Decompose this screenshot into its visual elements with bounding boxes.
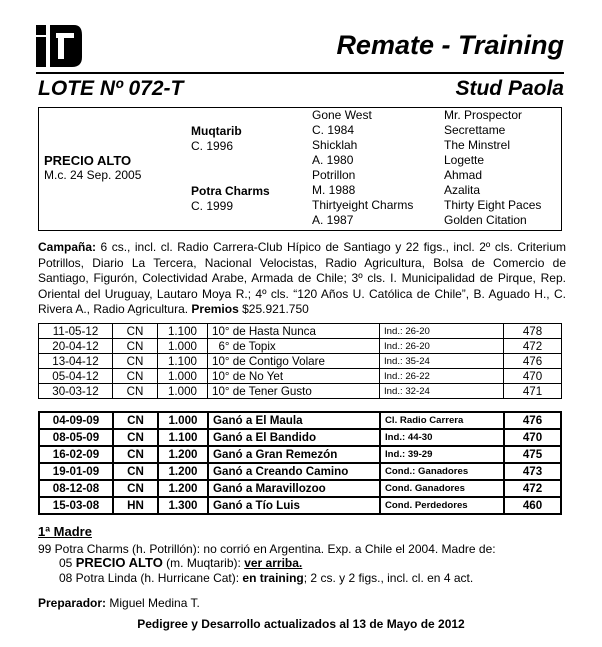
race-date: 13-04-12 (39, 354, 113, 369)
stud-book-logo (34, 21, 84, 71)
race-condition: Ind.: 26-20 (380, 339, 504, 354)
win-distance: 1.100 (158, 429, 208, 446)
win-result: Ganó a El Maula (208, 412, 380, 429)
race-weight: 476 (504, 354, 562, 369)
produce-record: ; 2 cs. y 2 figs., incl. cl. en 4 act. (303, 571, 474, 585)
table-row (39, 354, 562, 369)
race-weight: 478 (504, 324, 562, 339)
win-date: 08-12-08 (39, 480, 113, 497)
race-distance: 1.000 (158, 369, 208, 384)
win-track: CN (113, 429, 158, 446)
table-row (39, 480, 561, 497)
pedigree-gen3-entry: Gone West (312, 108, 372, 122)
race-track: CN (113, 384, 158, 399)
pedigree-gen3-entry: Potrillon (312, 168, 356, 182)
win-condition: Ind.: 44-30 (380, 429, 504, 446)
win-condition: Cond. Perdedores (380, 497, 504, 514)
win-condition: Cond.: Ganadores (380, 463, 504, 480)
table-row (39, 339, 562, 354)
dam-info: C. 1999 (191, 199, 234, 213)
race-result: 10° de Hasta Nunca (208, 324, 380, 339)
win-track: CN (113, 480, 158, 497)
table-row (39, 369, 562, 384)
win-track: CN (113, 412, 158, 429)
produce-status: en training (242, 571, 304, 585)
sire-name: Muqtarib (191, 124, 242, 138)
win-date: 19-01-09 (39, 463, 113, 480)
wins-table (38, 411, 562, 515)
race-weight: 471 (504, 384, 562, 399)
campaign-text: 6 cs., incl. cl. Radio Carrera-Club Hípico de Santiago y 22 figs., incl. 2º cls. Criterium Potrillos, Diario La Tercera, Nacional Velocistas, Radio Agricultura, Bolsa de Comercio de Santiago, Figurón, Colectividad Arabe, Armada de Chile; 3º cls. I. Municipalidad de Pirque, Rep. Oriental del Uruguay, Lautaro Moya R.; 4º cls. “120 Años U. Católica de Chile”, B. Aguado H., C. Rivera A., Radio Agricultura. (38, 240, 566, 317)
win-condition: Cl. Radio Carrera (380, 412, 504, 429)
win-condition: Cond. Ganadores (380, 480, 504, 497)
table-row (39, 384, 562, 399)
race-condition: Ind.: 26-22 (380, 369, 504, 384)
win-track: CN (113, 446, 158, 463)
race-weight: 470 (504, 369, 562, 384)
race-result: 10° de Contigo Volare (208, 354, 380, 369)
race-weight: 472 (504, 339, 562, 354)
race-track: CN (113, 354, 158, 369)
race-track: CN (113, 339, 158, 354)
pedigree-gen4-entry: Thirty Eight Paces (444, 198, 542, 212)
race-date: 11-05-12 (39, 324, 113, 339)
table-row (39, 463, 561, 480)
win-date: 16-02-09 (39, 446, 113, 463)
recent-races-table (38, 323, 562, 399)
pedigree-gen3-entry: Shicklah (312, 138, 358, 152)
pedigree-gen3-entry: C. 1984 (312, 123, 355, 137)
win-track: CN (113, 463, 158, 480)
prizes-value: $25.921.750 (238, 302, 309, 317)
win-date: 15-03-08 (39, 497, 113, 514)
win-distance: 1.200 (158, 446, 208, 463)
win-result: Ganó a Creando Camino (208, 463, 380, 480)
horse-name: PRECIO ALTO (44, 153, 132, 168)
win-weight: 470 (504, 429, 561, 446)
win-weight: 473 (504, 463, 561, 480)
pedigree-gen4-entry: Azalita (444, 183, 481, 197)
win-result: Ganó a Gran Remezón (208, 446, 380, 463)
win-result: Ganó a El Bandido (208, 429, 380, 446)
race-condition: Ind.: 26-20 (380, 324, 504, 339)
pedigree-gen4-entry: Golden Citation (444, 213, 527, 227)
race-distance: 1.000 (158, 339, 208, 354)
first-dam-line: 99 Potra Charms (h. Potrillón): no corrió en Argentina. Exp. a Chile el 2004. Madre de: (38, 542, 496, 556)
race-date: 30-03-12 (39, 384, 113, 399)
win-condition: Ind.: 39-29 (380, 446, 504, 463)
win-distance: 1.200 (158, 480, 208, 497)
pedigree-gen4-entry: Logette (444, 153, 485, 167)
race-date: 05-04-12 (39, 369, 113, 384)
produce-text: 08 Potra Linda (h. Hurricane Cat): (59, 571, 243, 585)
table-row (39, 324, 562, 339)
pedigree-gen4-entry: Mr. Prospector (444, 108, 523, 122)
race-result: 6° de Topix (208, 339, 380, 354)
pedigree-gen4-entry: The Minstrel (444, 138, 511, 152)
sire-info: C. 1996 (191, 139, 234, 153)
race-date: 20-04-12 (39, 339, 113, 354)
win-distance: 1.300 (158, 497, 208, 514)
produce-sire: (m. Muqtarib): (162, 556, 245, 570)
lot-number: LOTE Nº 072-T (38, 77, 184, 100)
header-rule (36, 72, 564, 74)
pedigree-gen3-entry: A. 1987 (312, 213, 354, 227)
stud-name: Stud Paola (455, 77, 564, 100)
win-track: HN (113, 497, 158, 514)
table-row (39, 429, 561, 446)
update-footer: Pedigree y Desarrollo actualizados al 13 de Mayo de 2012 (137, 617, 465, 631)
produce-precio-alto (59, 556, 302, 570)
campaign-label: Campaña: (38, 240, 97, 254)
produce-potra-linda (59, 571, 473, 585)
trainer-line (38, 596, 200, 610)
win-weight: 476 (504, 412, 561, 429)
horse-birth: M.c. 24 Sep. 2005 (44, 168, 142, 182)
pedigree-gen4-entry: Ahmad (444, 168, 483, 182)
race-result: 10° de No Yet (208, 369, 380, 384)
race-distance: 1.000 (158, 384, 208, 399)
race-result: 10° de Tener Gusto (208, 384, 380, 399)
win-distance: 1.200 (158, 463, 208, 480)
prizes-label: Premios (191, 302, 239, 317)
pedigree-gen4-entry: Secrettame (444, 123, 506, 137)
race-condition: Ind.: 35-24 (380, 354, 504, 369)
race-track: CN (113, 324, 158, 339)
race-condition: Ind.: 32-24 (380, 384, 504, 399)
win-weight: 475 (504, 446, 561, 463)
race-distance: 1.100 (158, 354, 208, 369)
win-result: Ganó a Tío Luis (208, 497, 380, 514)
produce-name: PRECIO ALTO (75, 555, 163, 570)
see-above-link[interactable]: ver arriba. (244, 556, 303, 570)
table-row (39, 497, 561, 514)
trainer-label: Preparador: (38, 596, 107, 610)
race-track: CN (113, 369, 158, 384)
pedigree-gen3-entry: M. 1988 (312, 183, 356, 197)
win-distance: 1.000 (158, 412, 208, 429)
race-distance: 1.100 (158, 324, 208, 339)
win-date: 04-09-09 (39, 412, 113, 429)
produce-year: 05 (59, 556, 76, 570)
first-dam-heading: 1ª Madre (38, 524, 92, 539)
page-title: Remate - Training (336, 30, 564, 60)
pedigree-gen3-entry: Thirtyeight Charms (312, 198, 414, 212)
table-row (39, 412, 561, 429)
win-date: 08-05-09 (39, 429, 113, 446)
dam-name: Potra Charms (191, 184, 270, 198)
win-weight: 472 (504, 480, 561, 497)
win-weight: 460 (504, 497, 561, 514)
win-result: Ganó a Maravillozoo (208, 480, 380, 497)
table-row (39, 446, 561, 463)
pedigree-gen3-entry: A. 1980 (312, 153, 354, 167)
trainer-name: Miguel Medina T. (106, 596, 200, 610)
campaign-paragraph (38, 240, 566, 318)
